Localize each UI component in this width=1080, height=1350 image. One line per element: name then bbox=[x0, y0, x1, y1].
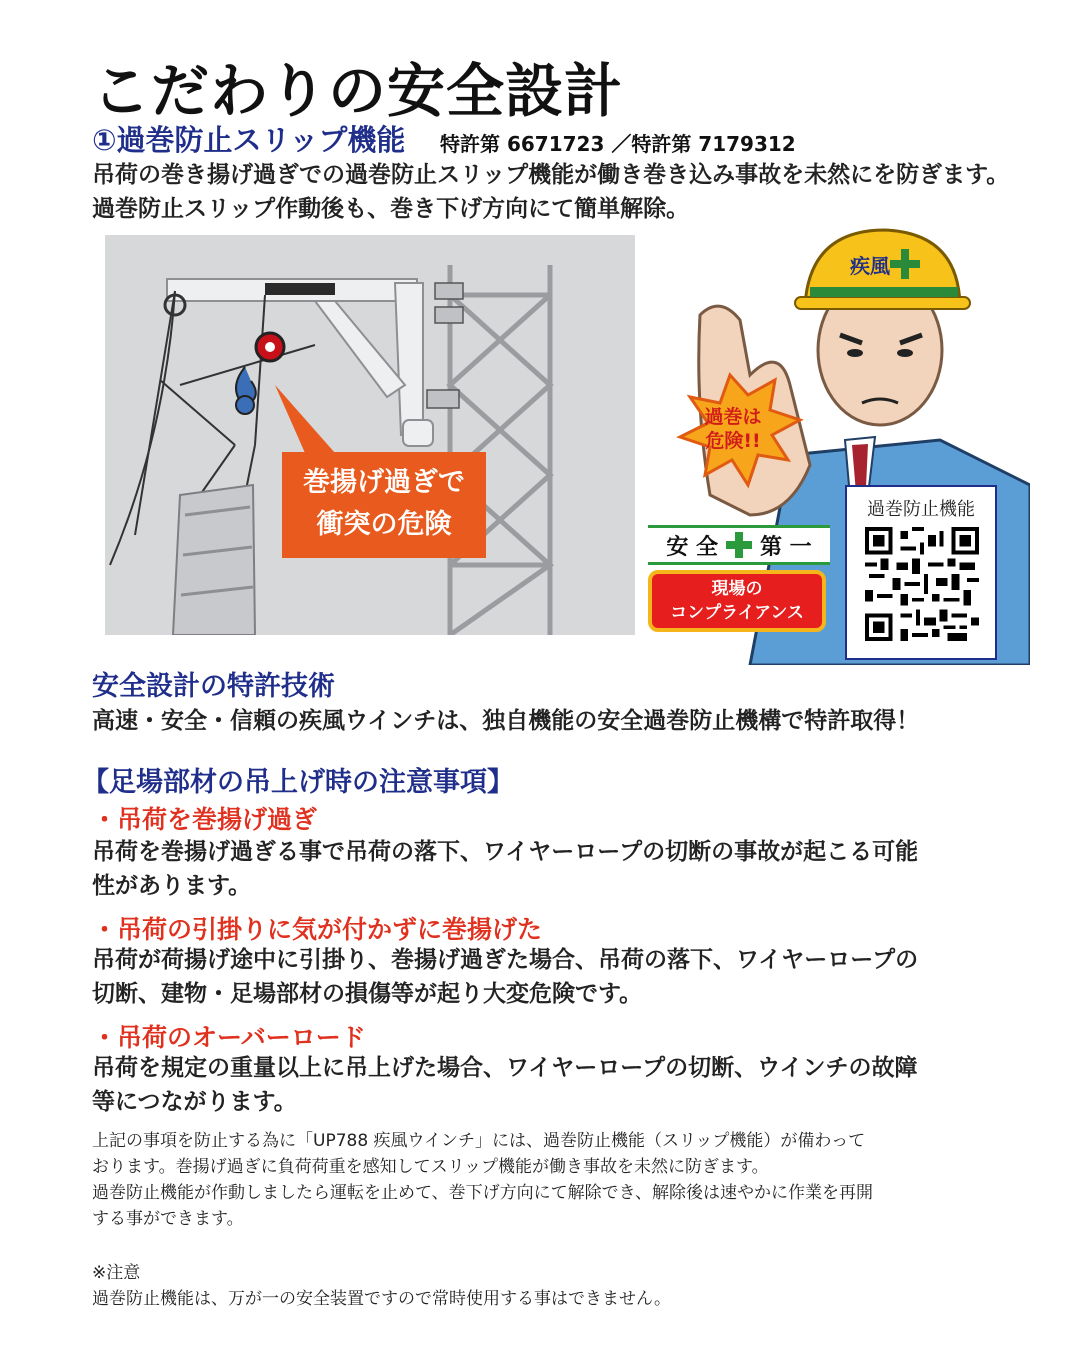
compliance-line: 現場の bbox=[711, 579, 763, 599]
crane-winch-photo bbox=[105, 235, 635, 635]
qr-code-panel[interactable] bbox=[845, 485, 997, 660]
qr-code-label: 過巻防止機能 bbox=[867, 499, 975, 520]
section1-description bbox=[92, 158, 1009, 226]
precaution-title-overwinding: ・吊荷を巻揚げ過ぎ bbox=[92, 805, 318, 834]
explanation-line: おります。巻揚げ過ぎに負荷荷重を感知してスリップ機能が働き事故を未然に防ぎます。 bbox=[92, 1157, 769, 1177]
compliance-line: コンプライアンス bbox=[670, 603, 804, 623]
qr-code-icon[interactable] bbox=[865, 527, 979, 641]
page-title: こだわりの安全設計 bbox=[92, 57, 624, 125]
compliance-badge bbox=[648, 570, 826, 632]
precaution-text-overwinding bbox=[92, 835, 918, 903]
caution-label: ※注意 bbox=[92, 1263, 141, 1283]
caution-text: 過巻防止機能は、万が一の安全装置ですので常時使用する事はできません。 bbox=[92, 1289, 672, 1309]
callout-line: 巻揚げ過ぎで bbox=[303, 467, 465, 498]
burst-line: 過巻は bbox=[704, 406, 762, 428]
precaution-title-overload: ・吊荷のオーバーロード bbox=[92, 1023, 366, 1052]
precaution-line: 性があります。 bbox=[92, 873, 252, 899]
burst-line: 危険!! bbox=[705, 430, 761, 452]
explanation-line: 上記の事項を防止する為に「UP788 疾風ウインチ」には、過巻防止機能（スリップ機能）が備わって bbox=[92, 1131, 866, 1151]
patent-technology-line: 高速・安全・信頼の疾風ウインチは、独自機能の安全過巻防止機構で特許取得！ bbox=[92, 708, 920, 734]
patent-numbers: 特許第 6671723 ／特許第 7179312 bbox=[440, 132, 796, 156]
safety-first-banner bbox=[648, 525, 830, 565]
caution-note bbox=[92, 1260, 671, 1312]
collision-danger-callout bbox=[282, 452, 486, 558]
precaution-line: 吊荷を規定の重量以上に吊上げた場合、ワイヤーロープの切断、ウインチの故障 bbox=[92, 1055, 918, 1081]
explanation-line: 過巻防止機能が作動しましたら運転を止めて、巻下げ方向にて解除でき、解除後は速やかに作業を再開 bbox=[92, 1183, 873, 1203]
precaution-text-overload bbox=[92, 1051, 917, 1119]
precaution-title-snag: ・吊荷の引掛りに気が付かずに巻揚げた bbox=[92, 915, 543, 944]
precaution-line: 切断、建物・足場部材の損傷等が起り大変危険です。 bbox=[92, 981, 643, 1007]
explanation-paragraph bbox=[92, 1128, 873, 1232]
section-heading-slip-function: ①過巻防止スリップ機能 bbox=[92, 123, 406, 157]
callout-line: 衝突の危険 bbox=[316, 509, 452, 540]
description-line: 過巻防止スリップ作動後も、巻き下げ方向にて簡単解除。 bbox=[92, 196, 690, 222]
description-line: 吊荷の巻き揚げ過ぎでの過巻防止スリップ機能が働き巻き込み事故を未然にを防ぎます。 bbox=[92, 162, 1010, 188]
precaution-text-snag bbox=[92, 943, 918, 1011]
overwind-danger-burst bbox=[688, 405, 778, 453]
safety-first-left: 安 全 bbox=[666, 534, 718, 560]
safety-first-right: 第 一 bbox=[760, 534, 812, 560]
section-heading-patent-technology: 安全設計の特許技術 bbox=[92, 671, 335, 702]
precaution-line: 吊荷を巻揚げ過ぎる事で吊荷の落下、ワイヤーロープの切断の事故が起こる可能 bbox=[92, 839, 919, 865]
precaution-line: 吊荷が荷揚げ途中に引掛り、巻揚げ過ぎた場合、吊荷の落下、ワイヤーロープの bbox=[92, 947, 919, 973]
section-heading-precautions: 【足場部材の吊上げ時の注意事項】 bbox=[82, 767, 514, 798]
green-cross-icon bbox=[726, 532, 752, 558]
patent-technology-text bbox=[92, 704, 919, 738]
explanation-line: する事ができます。 bbox=[92, 1209, 244, 1229]
precaution-line: 等につながります。 bbox=[92, 1089, 297, 1115]
helmet-logo-text: 疾風 bbox=[850, 254, 890, 278]
